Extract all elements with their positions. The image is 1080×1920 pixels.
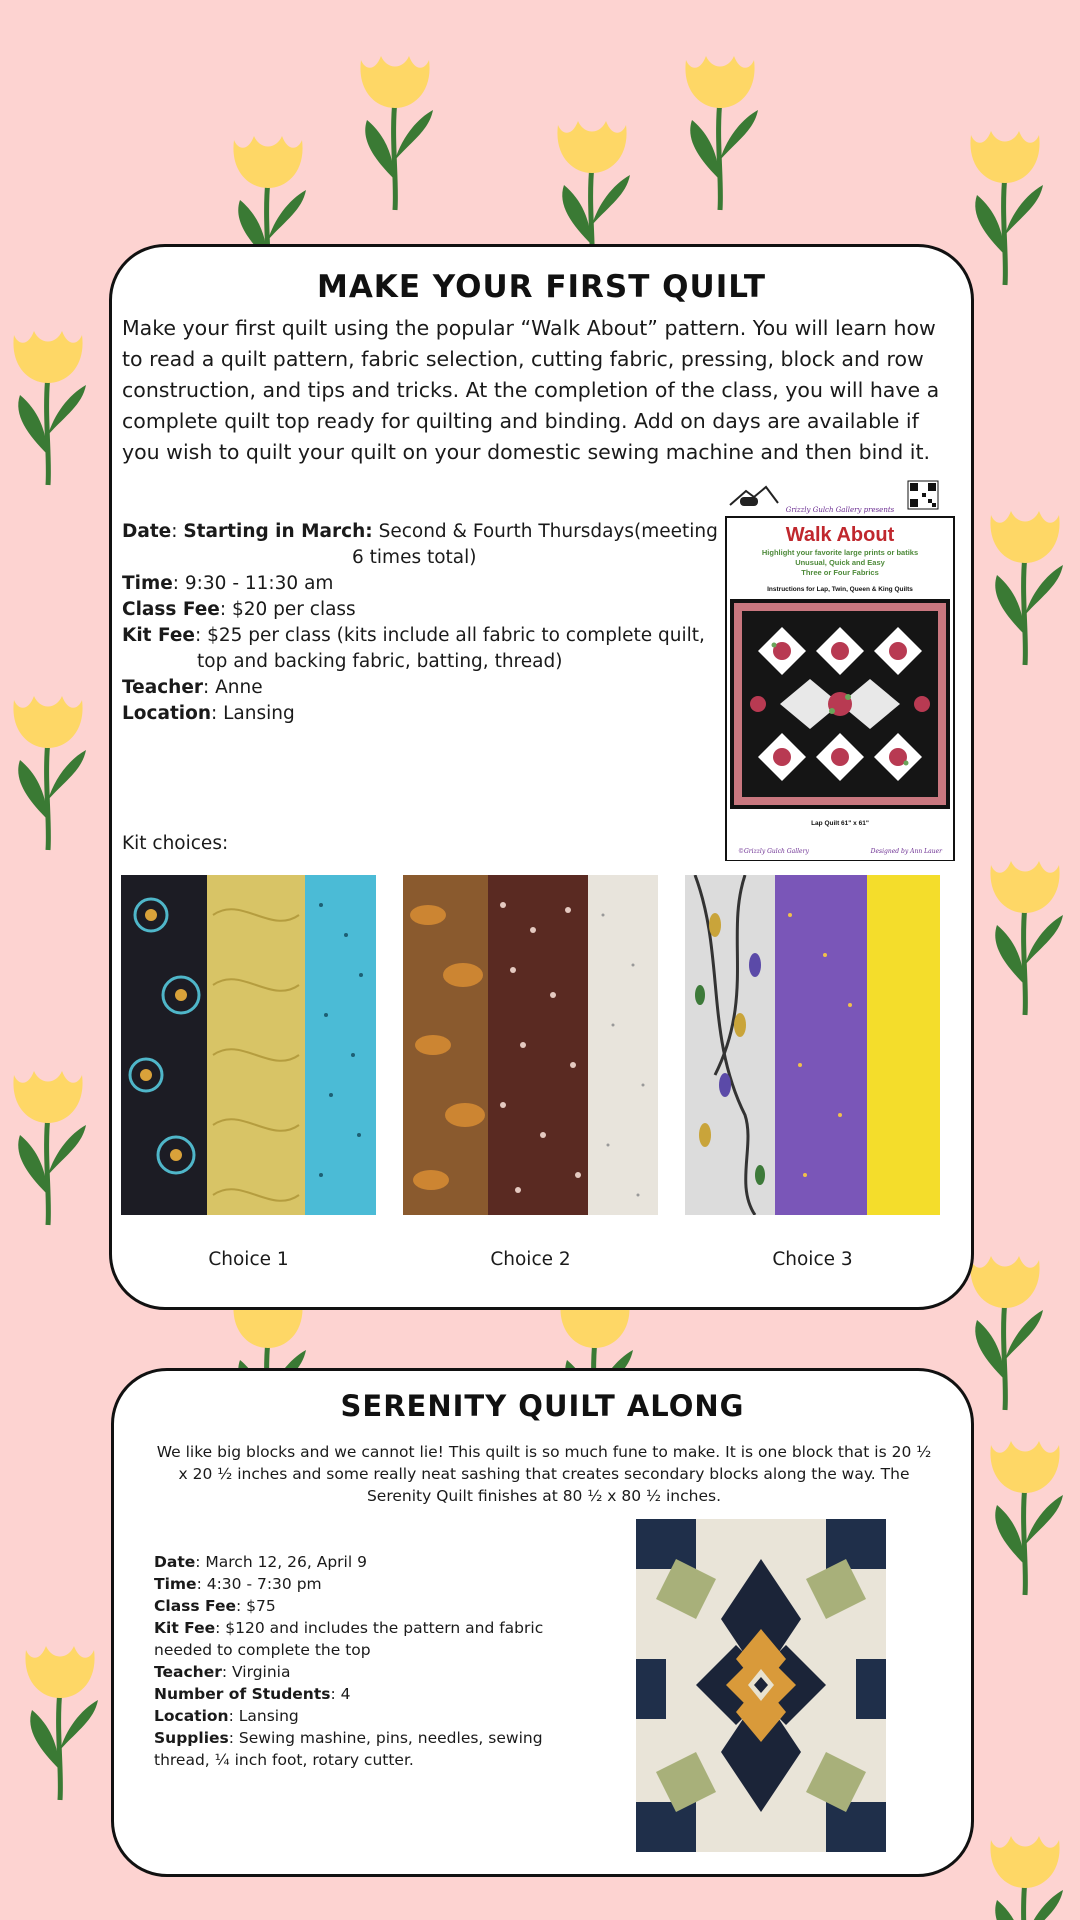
time-value: : 9:30 - 11:30 am xyxy=(172,573,334,594)
location-row xyxy=(154,1705,564,1727)
kit-row-cont xyxy=(122,649,718,675)
class-details xyxy=(122,519,718,727)
fabric-choice-2-image xyxy=(403,875,658,1215)
poster-title: Walk About xyxy=(785,524,895,546)
choice-1-caption: Choice 1 xyxy=(208,1249,289,1270)
choice-2-caption: Choice 2 xyxy=(490,1249,571,1270)
fabric-choice-1-image xyxy=(121,875,376,1215)
location-label: Location xyxy=(154,1707,229,1725)
supplies-value: : Sewing mashine, pins, needles, sewing thread, ¼ inch foot, rotary cutter. xyxy=(154,1729,543,1769)
date-row-cont xyxy=(122,545,718,571)
teacher-row xyxy=(122,675,718,701)
walk-about-pattern-poster xyxy=(724,479,956,861)
fee-label: Class Fee xyxy=(122,599,220,620)
date-row xyxy=(154,1551,564,1573)
poster-line-4: Instructions for Lap, Twin, Queen & King Quilts xyxy=(767,586,913,593)
section-intro: We like big blocks and we cannot lie! This quilt is so much fune to make. It is one block that is 20 ½ x 20 ½ inches and some really neat sashing that creates secondary blocks along the way. The Serenity Quilt finishes at 80 ½ x 80 ½ inches. xyxy=(156,1443,932,1505)
location-value: : Lansing xyxy=(211,703,295,724)
location-row xyxy=(122,701,718,727)
kit-label: Kit Fee xyxy=(122,625,195,646)
kit-value-2: top and backing fabric, batting, thread) xyxy=(197,651,563,672)
time-label: Time xyxy=(122,573,173,594)
poster-size: Lap Quilt 61" x 61" xyxy=(811,820,869,827)
fee-label: Class Fee xyxy=(154,1597,236,1615)
time-value: : 4:30 - 7:30 pm xyxy=(196,1575,322,1593)
students-row xyxy=(154,1683,564,1705)
fabric-choice-3-image xyxy=(685,875,940,1215)
poster-graphic xyxy=(724,479,956,861)
poster-line-3: Three or Four Fabrics xyxy=(801,568,879,577)
kit-row xyxy=(154,1617,564,1661)
location-label: Location xyxy=(122,703,212,724)
date-value: : March 12, 26, April 9 xyxy=(195,1553,367,1571)
students-label: Number of Students xyxy=(154,1685,331,1703)
teacher-value: : Virginia xyxy=(221,1663,291,1681)
time-label: Time xyxy=(154,1575,197,1593)
choice-3-caption: Choice 3 xyxy=(772,1249,853,1270)
poster-footer-left: ©Grizzly Gulch Gallery xyxy=(738,848,809,855)
kit-label: Kit Fee xyxy=(154,1619,216,1637)
date-row: Date: Starting in March: Second & Fourth Thursdays(meeting xyxy=(122,521,718,542)
poster-footer-right: Designed by Ann Lauer xyxy=(870,848,942,855)
fee-row xyxy=(154,1595,564,1617)
time-row xyxy=(122,571,718,597)
kit-choices-label: Kit choices: xyxy=(122,833,229,854)
poster-line-1: Highlight your favorite large prints or batiks xyxy=(761,548,919,557)
fee-value: : $75 xyxy=(235,1597,276,1615)
date-value-1: Second & Fourth Thursdays(meeting xyxy=(378,521,718,542)
class-details xyxy=(154,1551,564,1771)
kit-value-1: : $25 per class (kits include all fabric to complete quilt, xyxy=(194,625,705,646)
kit-row xyxy=(122,623,718,649)
section-title: MAKE YOUR FIRST QUILT xyxy=(316,269,767,305)
supplies-row xyxy=(154,1727,564,1771)
fee-value: : $20 per class xyxy=(219,599,356,620)
serenity-quilt-along-card xyxy=(111,1368,974,1877)
fee-row xyxy=(122,597,718,623)
students-value: : 4 xyxy=(330,1685,351,1703)
date-value-2: 6 times total) xyxy=(352,547,477,568)
teacher-value: : Anne xyxy=(203,677,263,698)
section-title: SERENITY QUILT ALONG xyxy=(340,1389,745,1423)
supplies-label: Supplies xyxy=(154,1729,229,1747)
qr-code-icon xyxy=(908,481,938,509)
date-label: Date xyxy=(154,1553,196,1571)
kit-value: : $120 and includes the pattern and fabric needed to complete the top xyxy=(154,1619,544,1659)
make-first-quilt-card xyxy=(109,244,974,1310)
serenity-quilt-image xyxy=(636,1519,886,1852)
date-sub-label: Starting in March: xyxy=(183,521,373,542)
teacher-label: Teacher xyxy=(122,677,204,698)
teacher-row xyxy=(154,1661,564,1683)
section-intro: Make your first quilt using the popular “Walk About” pattern. You will learn how to read a quilt pattern, fabric selection, cutting fabric, pressing, block and row construction, and tips and tricks. At the completion of the class, you will have a complete quilt top ready for quilting and binding. Add on days are available if you wish to quilt your quilt on your domestic sewing machine and then bind it. xyxy=(122,316,940,464)
poster-presenter: Grizzly Gulch Gallery presents xyxy=(785,506,895,514)
teacher-label: Teacher xyxy=(154,1663,222,1681)
date-label: Date xyxy=(122,521,172,542)
location-value: : Lansing xyxy=(228,1707,299,1725)
time-row xyxy=(154,1573,564,1595)
poster-line-2: Unusual, Quick and Easy xyxy=(795,558,885,567)
